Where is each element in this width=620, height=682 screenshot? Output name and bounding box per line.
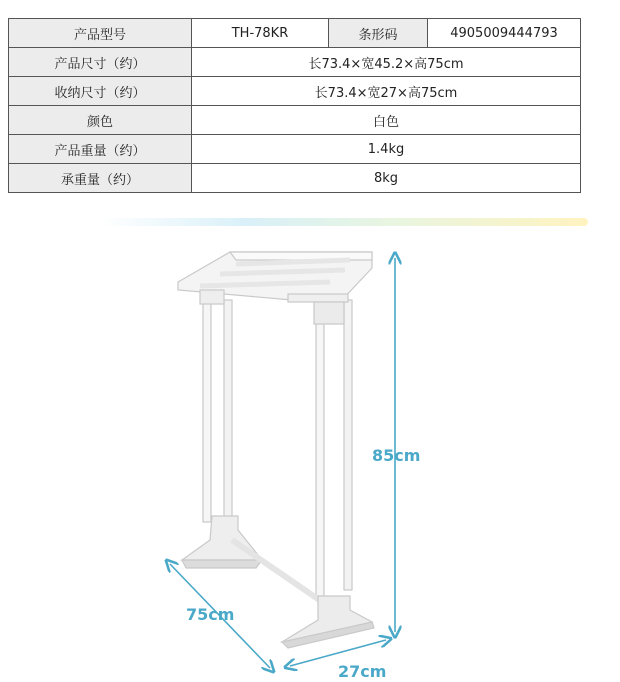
color-value: 白色 <box>192 106 581 135</box>
folded-size-label: 收纳尺寸（约） <box>9 77 192 106</box>
table-row <box>9 164 581 193</box>
color-label: 颜色 <box>9 106 192 135</box>
folded-size-value: 长73.4×宽27×高75cm <box>192 77 581 106</box>
barcode-value: 4905009444793 <box>428 19 581 48</box>
load-value: 8kg <box>192 164 581 193</box>
barcode-label: 条形码 <box>329 19 428 48</box>
table-row <box>9 19 581 48</box>
table-row <box>9 48 581 77</box>
divider-glow <box>100 218 588 226</box>
spec-table <box>8 18 581 193</box>
width-label: 27cm <box>338 662 387 681</box>
weight-value: 1.4kg <box>192 135 581 164</box>
load-label: 承重量（约） <box>9 164 192 193</box>
size-value: 长73.4×宽45.2×高75cm <box>192 48 581 77</box>
towel-rack-illustration <box>0 230 620 682</box>
weight-label: 产品重量（约） <box>9 135 192 164</box>
table-row <box>9 135 581 164</box>
rack-drawing <box>178 252 374 648</box>
table-row <box>9 106 581 135</box>
height-label: 85cm <box>372 446 421 465</box>
table-row <box>9 77 581 106</box>
length-label: 75cm <box>186 605 235 624</box>
model-value: TH-78KR <box>192 19 329 48</box>
size-label: 产品尺寸（约） <box>9 48 192 77</box>
model-label: 产品型号 <box>9 19 192 48</box>
